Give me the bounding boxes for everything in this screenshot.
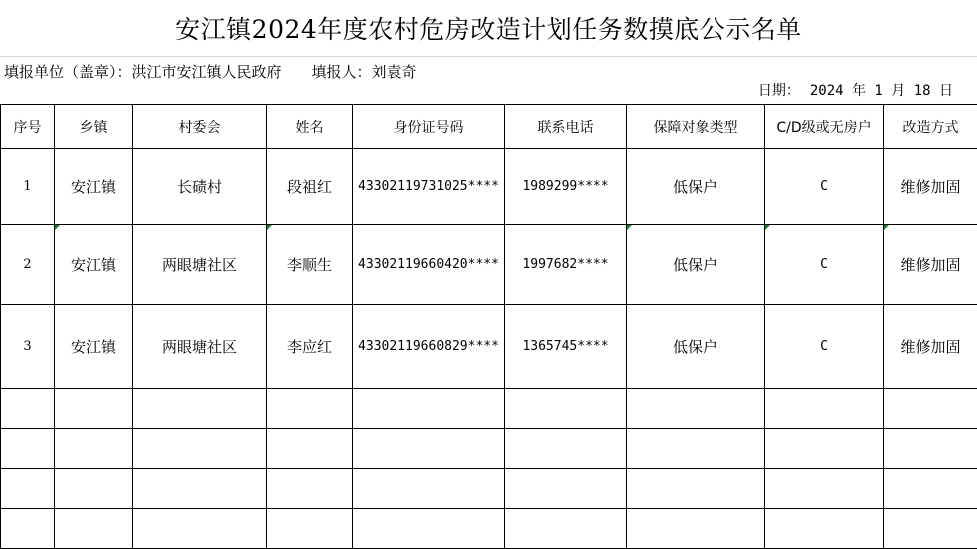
empty-cell[interactable] <box>765 429 884 469</box>
comment-marker-icon <box>627 225 632 230</box>
empty-row <box>1 389 977 429</box>
empty-cell[interactable] <box>267 429 353 469</box>
cell-no[interactable] <box>1 225 55 305</box>
filler-name: 填报人：刘袁奇 <box>312 61 417 82</box>
empty-cell[interactable] <box>353 429 505 469</box>
cell-level[interactable] <box>765 225 884 305</box>
cell-level[interactable]: C <box>765 305 884 389</box>
roster-table <box>0 104 977 549</box>
date-value: 2024 年 1 月 18 日 <box>810 80 953 100</box>
empty-cell[interactable] <box>765 469 884 509</box>
cell-phone-text: 1997682**** <box>522 257 608 272</box>
cell-town[interactable]: 安江镇 <box>55 149 133 225</box>
cell-no[interactable]: 1 <box>1 149 55 225</box>
empty-cell[interactable] <box>1 469 55 509</box>
empty-cell[interactable] <box>765 389 884 429</box>
empty-cell[interactable] <box>133 509 267 549</box>
info-line <box>4 60 417 82</box>
empty-cell[interactable] <box>627 429 765 469</box>
table-row <box>1 225 977 305</box>
cell-level[interactable]: C <box>765 149 884 225</box>
empty-cell[interactable] <box>505 509 627 549</box>
empty-cell[interactable] <box>1 509 55 549</box>
empty-cell[interactable] <box>55 509 133 549</box>
cell-id[interactable] <box>353 225 505 305</box>
cell-town[interactable] <box>55 225 133 305</box>
comment-marker-icon <box>267 225 272 230</box>
cell-phone[interactable]: 1989299**** <box>505 149 627 225</box>
comment-marker-icon <box>55 225 60 230</box>
header-cell: 保障对象类型 <box>627 105 765 149</box>
empty-cell[interactable] <box>267 469 353 509</box>
cell-type[interactable]: 低保户 <box>627 149 765 225</box>
empty-cell[interactable] <box>133 469 267 509</box>
empty-cell[interactable] <box>267 389 353 429</box>
header-cell: 姓名 <box>267 105 353 149</box>
date-label: 日期： <box>758 80 800 100</box>
cell-village-text: 两眼塘社区 <box>162 256 237 274</box>
table-row <box>1 305 977 389</box>
header-cell: 乡镇 <box>55 105 133 149</box>
cell-level-text: C <box>820 257 828 272</box>
empty-cell[interactable] <box>133 389 267 429</box>
cell-name-text: 李顺生 <box>287 256 332 274</box>
empty-cell[interactable] <box>627 509 765 549</box>
header-cell: 身份证号码 <box>353 105 505 149</box>
empty-cell[interactable] <box>55 429 133 469</box>
cell-village[interactable]: 长碛村 <box>133 149 267 225</box>
cell-method[interactable] <box>884 225 977 305</box>
cell-id[interactable]: 43302119731025**** <box>353 149 505 225</box>
empty-row <box>1 509 977 549</box>
cell-name[interactable]: 李应红 <box>267 305 353 389</box>
header-cell: 序号 <box>1 105 55 149</box>
cell-town[interactable]: 安江镇 <box>55 305 133 389</box>
empty-cell[interactable] <box>884 469 977 509</box>
empty-cell[interactable] <box>353 469 505 509</box>
cell-no-text: 2 <box>23 257 31 272</box>
empty-cell[interactable] <box>267 509 353 549</box>
empty-cell[interactable] <box>1 389 55 429</box>
cell-type-text: 低保户 <box>673 256 718 274</box>
cell-phone[interactable] <box>505 225 627 305</box>
comment-marker-icon <box>765 225 770 230</box>
header-cell: C/D级或无房户 <box>765 105 884 149</box>
empty-cell[interactable] <box>505 429 627 469</box>
empty-cell[interactable] <box>627 469 765 509</box>
empty-cell[interactable] <box>505 469 627 509</box>
empty-cell[interactable] <box>55 469 133 509</box>
empty-cell[interactable] <box>133 429 267 469</box>
empty-cell[interactable] <box>765 509 884 549</box>
cell-id[interactable]: 43302119660829**** <box>353 305 505 389</box>
cell-no[interactable]: 3 <box>1 305 55 389</box>
cell-type[interactable] <box>627 225 765 305</box>
cell-village[interactable]: 两眼塘社区 <box>133 305 267 389</box>
empty-cell[interactable] <box>353 389 505 429</box>
cell-town-text: 安江镇 <box>71 256 116 274</box>
cell-phone[interactable]: 1365745**** <box>505 305 627 389</box>
date-line <box>758 80 953 100</box>
cell-id-text: 43302119660420**** <box>358 257 499 272</box>
empty-cell[interactable] <box>884 429 977 469</box>
table-row <box>1 149 977 225</box>
empty-cell[interactable] <box>353 509 505 549</box>
header-cell: 联系电话 <box>505 105 627 149</box>
cell-method[interactable]: 维修加固 <box>884 149 977 225</box>
page-title: 安江镇2024年度农村危房改造计划任务数摸底公示名单 <box>0 0 977 57</box>
empty-cell[interactable] <box>884 389 977 429</box>
cell-name[interactable]: 段祖红 <box>267 149 353 225</box>
empty-cell[interactable] <box>627 389 765 429</box>
empty-row <box>1 469 977 509</box>
cell-type[interactable]: 低保户 <box>627 305 765 389</box>
comment-marker-icon <box>884 225 889 230</box>
reporting-unit: 填报单位（盖章）：洪江市安江镇人民政府 <box>4 61 282 82</box>
empty-cell[interactable] <box>1 429 55 469</box>
header-cell: 改造方式 <box>884 105 977 149</box>
cell-method[interactable]: 维修加固 <box>884 305 977 389</box>
cell-village[interactable] <box>133 225 267 305</box>
empty-row <box>1 429 977 469</box>
table-header-row <box>1 105 977 149</box>
cell-name[interactable] <box>267 225 353 305</box>
header-cell: 村委会 <box>133 105 267 149</box>
empty-cell[interactable] <box>55 389 133 429</box>
cell-method-text: 维修加固 <box>900 256 960 274</box>
empty-cell[interactable] <box>884 509 977 549</box>
empty-cell[interactable] <box>505 389 627 429</box>
